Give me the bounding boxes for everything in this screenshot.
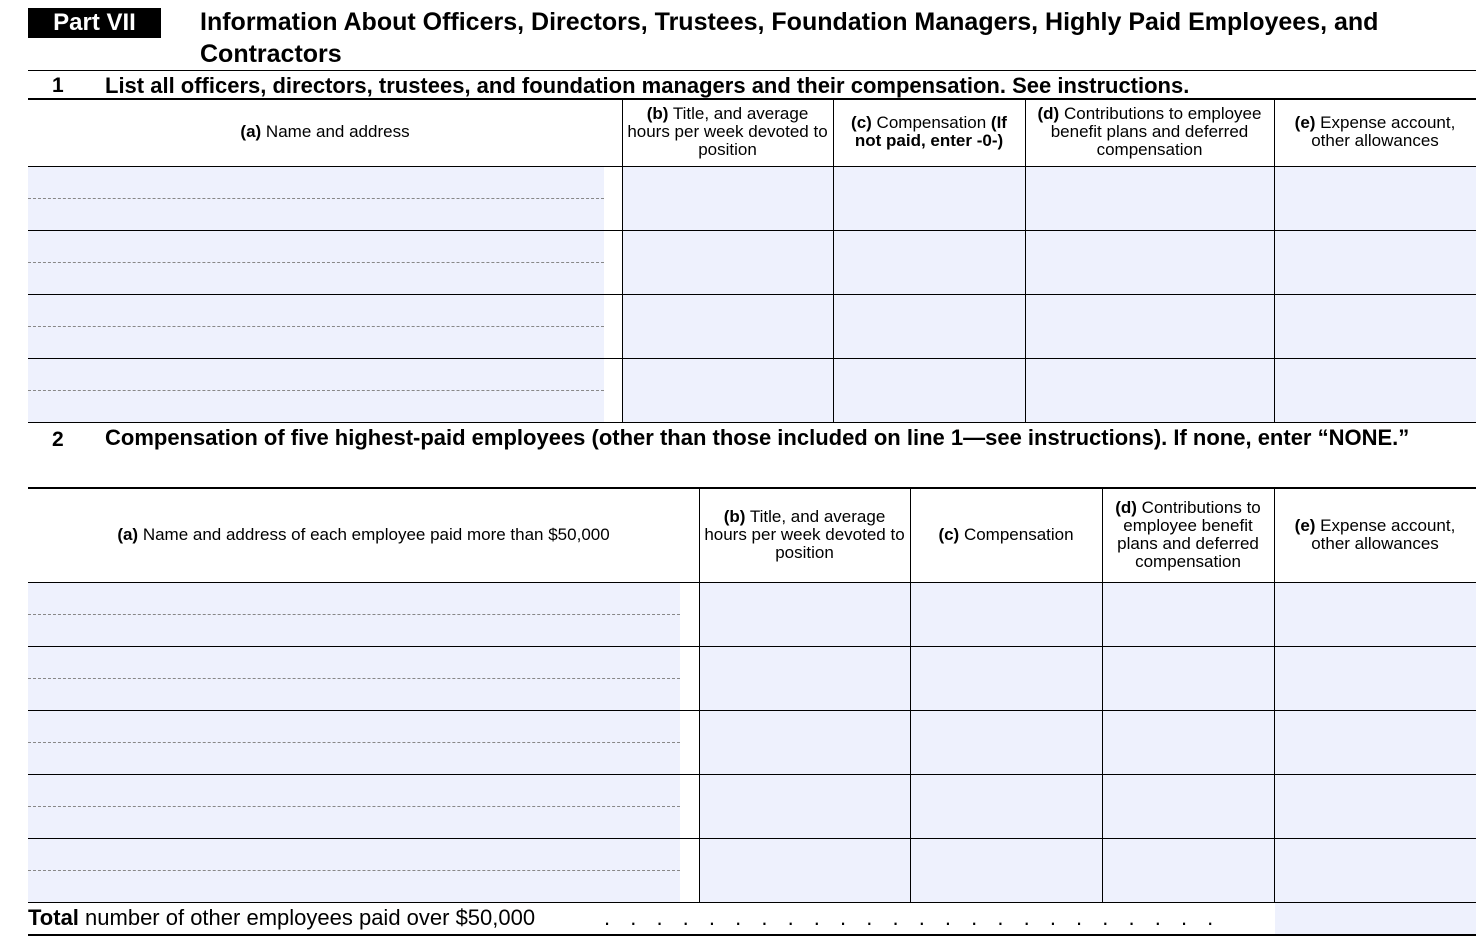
dashed-separator: [28, 806, 680, 807]
column-d-input[interactable]: [1026, 167, 1274, 230]
dashed-separator: [28, 390, 604, 391]
column-d-input[interactable]: [1103, 583, 1274, 646]
column-d-input[interactable]: [1103, 839, 1274, 902]
column-header-text: [240, 123, 409, 141]
column-letter: (e): [1294, 515, 1316, 535]
line-1-text: List all officers, directors, trustees, and foundation managers and their compensation. See instructions.: [105, 73, 1190, 98]
column-letter: (c): [938, 524, 960, 544]
column-letter: (c): [851, 113, 872, 132]
part-title: Information About Officers, Directors, Trustees, Foundation Managers, Highly Paid Employees, and Contractors: [200, 8, 1379, 68]
column-header-text: [703, 508, 906, 562]
column-b-input[interactable]: [700, 711, 910, 774]
column-e-input[interactable]: [1275, 231, 1476, 294]
column-label: Contributions to employee benefit plans and deferred compensation: [1117, 497, 1261, 571]
column-header-text: [938, 526, 1073, 544]
column-header-b: [703, 487, 906, 582]
column-c-input[interactable]: [834, 359, 1025, 422]
column-divider: [622, 98, 623, 166]
column-header-d: [1106, 487, 1270, 582]
column-divider: [1274, 98, 1275, 422]
column-header-c: [914, 487, 1098, 582]
line-2-number: 2: [52, 428, 64, 451]
column-c-input[interactable]: [911, 711, 1102, 774]
dashed-separator: [28, 326, 604, 327]
column-letter: (a): [240, 122, 262, 141]
column-letter: (d): [1115, 497, 1137, 517]
column-label: Name and address of each employee paid more than $50,000: [138, 524, 610, 544]
column-e-input[interactable]: [1275, 711, 1476, 774]
column-e-input[interactable]: [1275, 583, 1476, 646]
column-letter: (d): [1037, 104, 1060, 123]
column-header-a: [32, 487, 695, 582]
column-header-e: [1278, 98, 1472, 166]
column-label: Compensation: [871, 113, 991, 132]
column-header-a: [32, 98, 618, 166]
column-letter: (a): [117, 524, 139, 544]
column-c-input[interactable]: [834, 231, 1025, 294]
column-divider: [833, 98, 834, 422]
column-c-input[interactable]: [911, 647, 1102, 710]
row-border: [28, 902, 1476, 903]
column-c-input[interactable]: [834, 167, 1025, 230]
part-label: Part VII: [28, 8, 161, 38]
column-d-input[interactable]: [1026, 295, 1274, 358]
row-border: [28, 422, 1476, 423]
column-d-input[interactable]: [1103, 775, 1274, 838]
column-header-e: [1278, 487, 1472, 582]
column-divider: [699, 487, 700, 582]
column-header-text: [1278, 517, 1472, 553]
dashed-separator: [28, 870, 680, 871]
dashed-separator: [28, 678, 680, 679]
total-text: number of other employees paid over $50,000: [78, 905, 536, 930]
divider: [28, 934, 1476, 936]
dashed-separator: [28, 742, 680, 743]
column-d-input[interactable]: [1026, 359, 1274, 422]
total-bold: Total: [28, 905, 79, 930]
column-note: (If not paid, enter -0-): [854, 113, 1007, 150]
dashed-separator: [28, 262, 604, 263]
column-divider: [622, 166, 623, 422]
line-2-text: Compensation of five highest-paid employees (other than those included on line 1—see instructions). If none, enter “NONE.”: [105, 425, 1410, 450]
column-label: Title, and average hours per week devoted to position: [627, 104, 828, 159]
leader-dots: . . . . . . . . . . . . . . . . . . . . . . . .: [604, 905, 1221, 930]
column-divider: [1102, 487, 1103, 902]
column-b-input[interactable]: [623, 359, 833, 422]
line-1-number: 1: [52, 74, 64, 97]
dashed-separator: [28, 198, 604, 199]
column-letter: (b): [723, 506, 746, 526]
column-divider: [910, 487, 911, 902]
column-d-input[interactable]: [1103, 711, 1274, 774]
column-e-input[interactable]: [1275, 295, 1476, 358]
column-b-input[interactable]: [623, 231, 833, 294]
column-c-input[interactable]: [911, 583, 1102, 646]
column-letter: (e): [1294, 113, 1316, 132]
column-c-input[interactable]: [911, 839, 1102, 902]
column-b-input[interactable]: [700, 839, 910, 902]
column-d-input[interactable]: [1026, 231, 1274, 294]
column-label: Expense account, other allowances: [1311, 113, 1456, 150]
column-letter: (b): [646, 104, 669, 123]
column-e-input[interactable]: [1275, 167, 1476, 230]
column-header-d: [1029, 98, 1270, 166]
column-header-c: [837, 98, 1021, 166]
total-input[interactable]: [1275, 903, 1476, 934]
column-d-input[interactable]: [1103, 647, 1274, 710]
column-e-input[interactable]: [1275, 359, 1476, 422]
column-e-input[interactable]: [1275, 775, 1476, 838]
column-label: Title, and average hours per week devoted to position: [704, 506, 905, 562]
column-b-input[interactable]: [623, 167, 833, 230]
column-label: Compensation: [959, 524, 1074, 544]
column-b-input[interactable]: [700, 583, 910, 646]
column-divider: [699, 582, 700, 902]
column-b-input[interactable]: [623, 295, 833, 358]
column-e-input[interactable]: [1275, 839, 1476, 902]
column-label: Expense account, other allowances: [1311, 515, 1456, 553]
column-header-text: [1278, 114, 1472, 150]
column-header-b: [626, 98, 829, 166]
column-divider: [1025, 98, 1026, 422]
column-c-input[interactable]: [911, 775, 1102, 838]
column-divider: [1274, 487, 1275, 902]
column-header-text: [117, 526, 609, 544]
column-label: Contributions to employee benefit plans and deferred compensation: [1050, 104, 1262, 159]
column-label: Name and address: [261, 122, 410, 141]
column-e-input[interactable]: [1275, 647, 1476, 710]
column-header-text: [1029, 105, 1270, 159]
total-label: [28, 905, 535, 931]
column-header-text: [1106, 499, 1270, 571]
column-header-text: [837, 114, 1021, 150]
dashed-separator: [28, 614, 680, 615]
column-header-text: [626, 105, 829, 159]
column-c-input[interactable]: [834, 295, 1025, 358]
column-b-input[interactable]: [700, 647, 910, 710]
column-b-input[interactable]: [700, 775, 910, 838]
